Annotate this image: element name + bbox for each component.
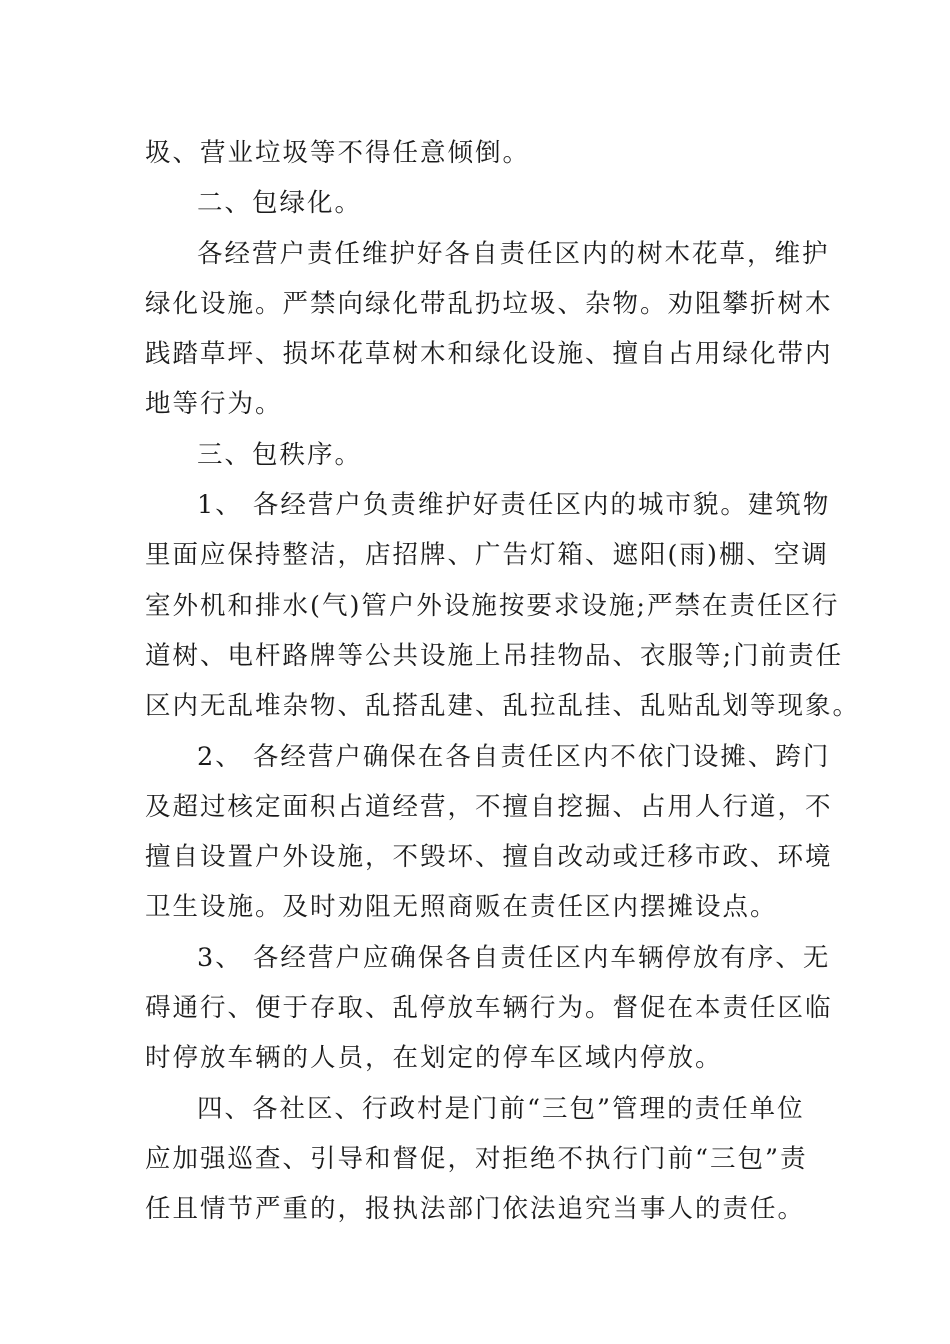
text-line: 3、 各经营户应确保各自责任区内车辆停放有序、无: [197, 942, 831, 973]
text-line: 2、 各经营户确保在各自责任区内不依门设摊、跨门: [197, 741, 831, 772]
text-line: 卫生设施。及时劝阻无照商贩在责任区内摆摊设点。: [145, 892, 778, 923]
text-line: 圾、营业垃圾等不得任意倾倒。: [145, 138, 531, 168]
text-line: 道树、电杆路牌等公共设施上吊挂物品、衣服等;门前责任: [145, 640, 844, 671]
text-line: 四、各社区、行政村是门前“三包”管理的责任单位: [197, 1093, 805, 1124]
text-line: 应加强巡查、引导和督促，对拒绝不执行门前“三包”责: [145, 1143, 808, 1174]
section-heading: 二、包绿化。: [197, 188, 363, 219]
text-line: 践踏草坪、损坏花草树木和绿化设施、擅自占用绿化带内: [145, 339, 833, 370]
text-line: 碍通行、便于存取、乱停放车辆行为。督促在本责任区临: [145, 993, 833, 1024]
text-line: 及超过核定面积占道经营，不擅自挖掘、占用人行道，不: [145, 791, 833, 822]
text-line: 地等行为。: [145, 389, 283, 420]
text-line: 室外机和排水(气)管户外设施按要求设施;严禁在责任区行: [145, 590, 840, 621]
text-line: 各经营户责任维护好各自责任区内的树木花草，维护: [197, 238, 830, 269]
document-body: [145, 128, 861, 1235]
text-line: 擅自设置户外设施，不毁坏、擅自改动或迁移市政、环境: [145, 842, 833, 873]
text-line: 绿化设施。严禁向绿化带乱扔垃圾、杂物。劝阻攀折树木: [145, 288, 833, 319]
section-heading: 三、包秩序。: [197, 439, 363, 470]
text-line: 里面应保持整洁，店招牌、广告灯箱、遮阳(雨)棚、空调: [145, 540, 829, 571]
text-line: 区内无乱堆杂物、乱搭乱建、乱拉乱挂、乱贴乱划等现象。: [145, 691, 861, 722]
text-line: 任且情节严重的，报执法部门依法追究当事人的责任。: [145, 1194, 806, 1225]
text-line: 1、 各经营户负责维护好责任区内的城市貌。建筑物: [197, 490, 831, 521]
text-line: 时停放车辆的人员，在划定的停车区域内停放。: [145, 1043, 723, 1074]
